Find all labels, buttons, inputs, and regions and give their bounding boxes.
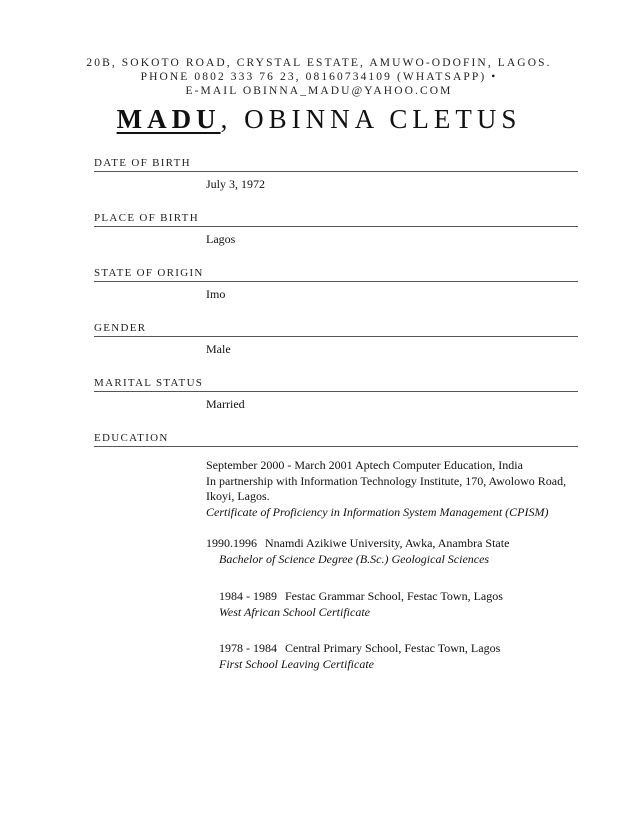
section-value: Married <box>206 397 245 411</box>
section-label: STATE OF ORIGIN <box>94 267 578 282</box>
given-names: OBINNA CLETUS <box>244 104 522 134</box>
education-award: West African School Certificate <box>219 604 370 619</box>
section-place-of-birth <box>94 212 578 247</box>
education-school: Nnamdi Azikiwe University, Awka, Anambra State <box>265 536 510 550</box>
education-school: Central Primary School, Festac Town, Lagos <box>285 641 501 655</box>
education-line <box>206 589 586 605</box>
section-date-of-birth <box>94 157 578 192</box>
education-school: Festac Grammar School, Festac Town, Lagos <box>285 589 503 603</box>
education-entry-university <box>206 536 586 567</box>
section-label: EDUCATION <box>94 432 578 447</box>
name-separator: , <box>220 104 233 134</box>
section-label: DATE OF BIRTH <box>94 157 578 172</box>
section-value: Imo <box>206 287 226 301</box>
education-line: Ikoyi, Lagos. <box>206 489 270 503</box>
section-label: GENDER <box>94 322 578 337</box>
education-entry-primary <box>206 641 586 672</box>
section-label: MARITAL STATUS <box>94 377 578 392</box>
section-value: Male <box>206 342 231 356</box>
section-label: PLACE OF BIRTH <box>94 212 578 227</box>
education-entry-secondary <box>206 589 586 620</box>
section-value: Lagos <box>206 232 236 246</box>
section-gender <box>94 322 578 357</box>
education-dates: 1978 - 1984 <box>219 641 277 655</box>
section-state-of-origin <box>94 267 578 302</box>
education-line <box>206 641 586 657</box>
section-value: July 3, 1972 <box>206 177 266 191</box>
education-line <box>206 536 586 552</box>
education-entry-aptech <box>206 458 586 520</box>
education-award: Bachelor of Science Degree (B.Sc.) Geological Sciences <box>219 551 490 566</box>
education-dates: 1990.1996 <box>206 536 257 550</box>
education-dates: 1984 - 1989 <box>219 589 277 603</box>
surname: MADU <box>116 104 221 134</box>
education-line: In partnership with Information Technology Institute, 170, Awolowo Road, <box>206 473 567 488</box>
email-line: E-MAIL OBINNA_MADU@YAHOO.COM <box>185 85 453 97</box>
address-line: 20B, SOKOTO ROAD, CRYSTAL ESTATE, AMUWO-ODOFIN, LAGOS. <box>86 57 552 69</box>
education-award: First School Leaving Certificate <box>219 656 374 671</box>
education-line: September 2000 - March 2001 Aptech Computer Education, India <box>206 458 523 472</box>
resume-header <box>0 56 638 134</box>
full-name <box>0 104 638 134</box>
phone-line: PHONE 0802 333 76 23, 08160734109 (WHATSAPP) • <box>140 71 498 83</box>
section-education <box>94 432 578 447</box>
education-award: Certificate of Proficiency in Information System Management (CPISM) <box>206 504 549 519</box>
section-marital-status <box>94 377 578 412</box>
